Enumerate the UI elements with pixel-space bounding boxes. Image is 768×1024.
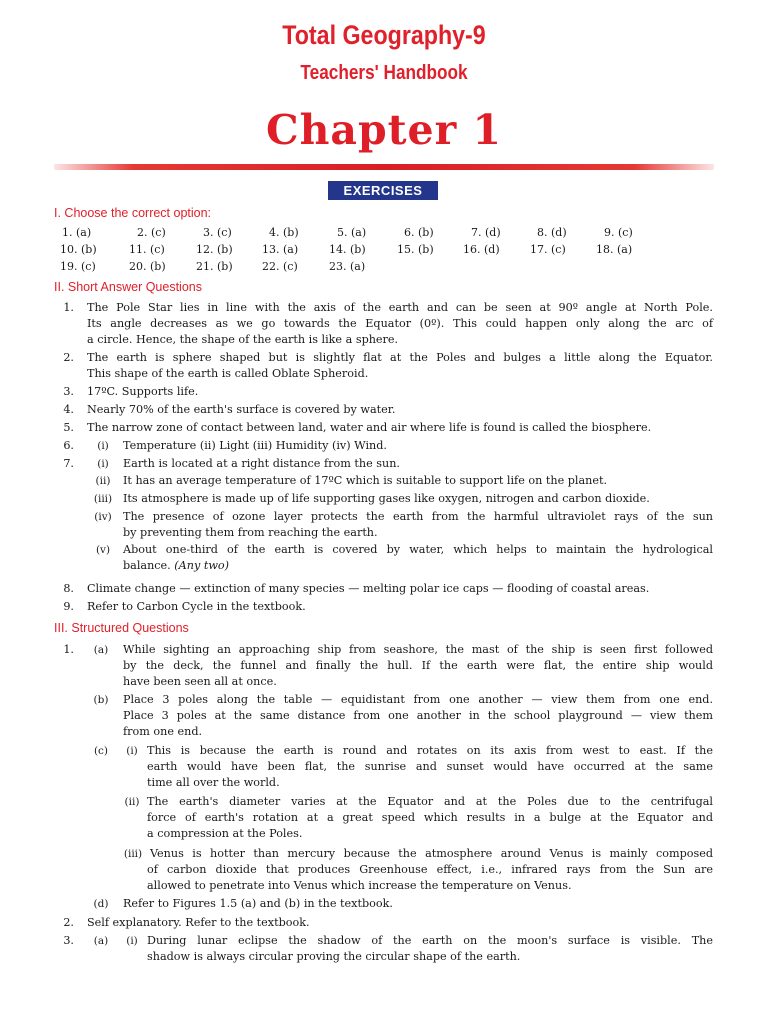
answer-item: 7. (d) <box>471 226 501 239</box>
answer-item: 9. (c) <box>604 226 633 239</box>
item-number: 2. <box>63 351 74 364</box>
answer-line <box>123 558 713 574</box>
answer-item: 14. (b) <box>329 243 366 256</box>
sub-number: (a) <box>93 644 109 656</box>
answer-line: It has an average temperature of 17ºC which is suitable to support life on the planet. <box>123 474 608 487</box>
answer-item: 2. (c) <box>137 226 166 239</box>
answer-line: The narrow zone of contact between land, water and air where life is found is called the biosphere. <box>87 421 652 434</box>
sub-number: (i) <box>97 458 109 470</box>
answer-item: 4. (b) <box>269 226 299 239</box>
item-number: 1. <box>63 301 74 314</box>
answer-line: The earth is sphere shaped but is slightly flat at the Poles and bulges a little along the Equator. <box>87 351 713 364</box>
exercises-badge: EXERCISES <box>328 181 438 200</box>
answer-item: 17. (c) <box>530 243 566 256</box>
answer-line: of carbon dioxide that produces Greenhouse effect, i.e., infrared rays from the Sun are <box>147 863 713 876</box>
answer-line: Temperature (ii) Light (iii) Humidity (iv) Wind. <box>123 439 387 452</box>
answer-item: 22. (c) <box>262 260 298 273</box>
answer-item: 16. (d) <box>463 243 500 256</box>
answer-item: 1. (a) <box>62 226 92 239</box>
answer-line: Place 3 poles at the same distance from one another in the school playground — view them <box>123 709 713 722</box>
answer-line: by preventing them from reaching the earth. <box>123 526 378 539</box>
answer-line: Climate change — extinction of many species — melting polar ice caps — flooding of coastal areas. <box>87 582 650 595</box>
sub-number: (iii) <box>123 848 143 860</box>
sub-number: (b) <box>93 694 109 706</box>
answer-line: force of earth's rotation at a great speed which results in a bulge at the Equator and <box>147 811 713 824</box>
item-number: 2. <box>63 916 74 929</box>
item-number: 8. <box>63 582 74 595</box>
answer-line: This shape of the earth is called Oblate Spheroid. <box>87 367 369 380</box>
item-number: 7. <box>63 457 74 470</box>
book-subtitle: Teachers' Handbook <box>300 62 468 84</box>
sub-number: (iii) <box>93 493 113 505</box>
answer-line: Self explanatory. Refer to the textbook. <box>87 916 310 929</box>
answer-line: The presence of ozone layer protects the earth from the harmful ultraviolet rays of the sun <box>123 510 713 523</box>
answer-line: Refer to Figures 1.5 (a) and (b) in the textbook. <box>123 897 393 910</box>
answer-item: 10. (b) <box>60 243 97 256</box>
answer-line: Nearly 70% of the earth's surface is covered by water. <box>87 403 396 416</box>
sub-number: (i) <box>97 440 109 452</box>
sub-number: (a) <box>93 935 109 947</box>
section-1-title: I. Choose the correct option: <box>54 206 212 220</box>
sub-number: (v) <box>95 544 111 556</box>
answer-line: from one end. <box>123 725 203 738</box>
answer-line: Its atmosphere is made up of life supporting gases like oxygen, nitrogen and carbon dioxide. <box>123 492 650 505</box>
answer-item: 19. (c) <box>60 260 96 273</box>
answer-item: 13. (a) <box>262 243 299 256</box>
answer-item: 20. (b) <box>129 260 166 273</box>
item-number: 9. <box>63 600 74 613</box>
item-number: 6. <box>63 439 74 452</box>
answer-line: Refer to Carbon Cycle in the textbook. <box>87 600 306 613</box>
answer-line: time all over the world. <box>147 776 280 789</box>
answer-line: by the deck, the funnel and finally the hull. If the earth were flat, the entire ship would <box>123 659 713 672</box>
sub-number: (c) <box>93 745 109 757</box>
sub-number: (ii) <box>124 796 140 808</box>
item-number: 1. <box>63 643 74 656</box>
item-number: 4. <box>63 403 74 416</box>
answer-item: 5. (a) <box>337 226 367 239</box>
answer-item: 8. (d) <box>537 226 567 239</box>
answer-line: About one-third of the earth is covered by water, which helps to maintain the hydrological <box>123 543 713 556</box>
answer-line: allowed to penetrate into Venus which increase the temperature on Venus. <box>147 879 572 892</box>
item-number: 3. <box>63 934 74 947</box>
divider-rule <box>54 164 714 170</box>
answer-line: earth would have been flat, the sunrise and sunset would have occurred at the same <box>147 760 713 773</box>
section-2-title: II. Short Answer Questions <box>54 280 202 294</box>
answer-line: Place 3 poles along the table — equidistant from one another — view them from one end. <box>123 693 713 706</box>
answer-line: shadow is always circular proving the circular shape of the earth. <box>147 950 521 963</box>
answer-item: 15. (b) <box>397 243 434 256</box>
answer-line: Its angle decreases as we go towards the Equator (0º). This could happen only along the arc of <box>87 317 713 330</box>
sub-number: (d) <box>93 898 109 910</box>
answer-item: 18. (a) <box>596 243 633 256</box>
sub-number: (iv) <box>94 511 112 523</box>
answer-line: The Pole Star lies in line with the axis of the earth and can be seen at 90º angle at North Pole. <box>87 301 713 314</box>
answer-line: The earth's diameter varies at the Equator and at the Poles due to the centrifugal <box>147 795 713 808</box>
answer-line: While sighting an approaching ship from seashore, the mast of the ship is seen first followed <box>123 643 713 656</box>
answer-line: a circle. Hence, the shape of the earth is like a sphere. <box>87 333 399 346</box>
answer-line-text: balance. <box>123 559 171 572</box>
answer-line: a compression at the Poles. <box>147 827 303 840</box>
answer-item: 21. (b) <box>196 260 233 273</box>
sub-number: (i) <box>126 745 138 757</box>
answer-item: 12. (b) <box>196 243 233 256</box>
answer-line: During lunar eclipse the shadow of the earth on the moon's surface is visible. The <box>147 934 713 947</box>
answer-item: 11. (c) <box>129 243 165 256</box>
answer-line: This is because the earth is round and rotates on its axis from west to east. If the <box>147 744 713 757</box>
item-number: 5. <box>63 421 74 434</box>
answer-line: Venus is hotter than mercury because the atmosphere around Venus is mainly composed <box>150 847 713 860</box>
book-title: Total Geography-9 <box>282 20 486 50</box>
sub-number: (i) <box>126 935 138 947</box>
answer-item: 6. (b) <box>404 226 434 239</box>
section-3-title: III. Structured Questions <box>54 621 189 635</box>
answer-line: Earth is located at a right distance from the sun. <box>123 457 400 470</box>
answer-line: 17ºC. Supports life. <box>87 385 199 398</box>
answer-item: 23. (a) <box>329 260 366 273</box>
answer-item: 3. (c) <box>203 226 232 239</box>
chapter-title: Chapter 1 <box>265 106 503 154</box>
sub-number: (ii) <box>95 475 111 487</box>
any-two-note: (Any two) <box>174 559 229 572</box>
item-number: 3. <box>63 385 74 398</box>
answer-line: have been seen all at once. <box>123 675 277 688</box>
